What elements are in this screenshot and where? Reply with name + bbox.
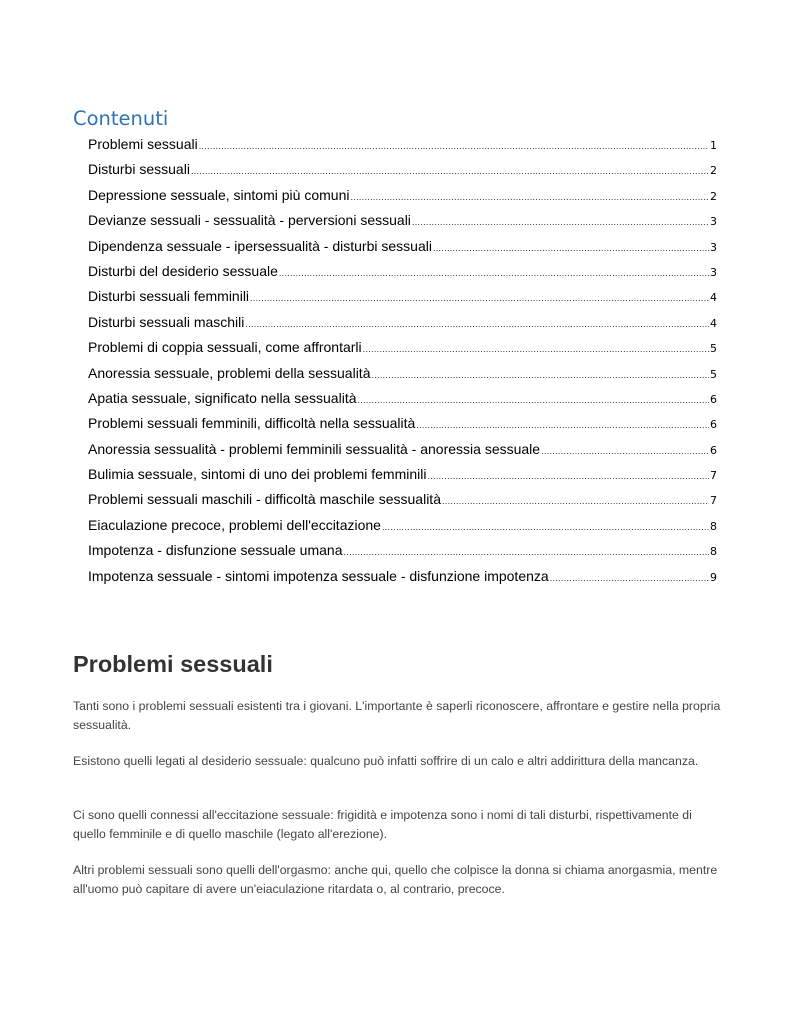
toc-dot-leader bbox=[343, 540, 709, 565]
toc-dot-leader bbox=[371, 363, 709, 388]
toc-dot-leader bbox=[245, 312, 709, 337]
toc-dot-leader bbox=[191, 159, 709, 184]
toc-page-number: 6 bbox=[710, 418, 717, 432]
toc-entry-link[interactable]: Problemi sessuali bbox=[88, 136, 198, 152]
toc-entry-link[interactable]: Anoressia sessualità - problemi femminili sessualità - anoressia sessuale bbox=[88, 440, 541, 457]
toc-entry-link[interactable]: Apatia sessuale, significato nella sessualità bbox=[88, 389, 357, 406]
toc-page-number: 7 bbox=[710, 469, 717, 483]
toc-entry-link[interactable]: Problemi di coppia sessuali, come affrontarli bbox=[88, 339, 362, 356]
toc-entry-link[interactable]: Disturbi sessuali bbox=[88, 161, 190, 178]
toc-page-number: 5 bbox=[710, 342, 717, 356]
toc-page-number: 3 bbox=[710, 265, 717, 279]
toc-dot-leader bbox=[279, 261, 709, 286]
toc-entry[interactable] bbox=[88, 284, 717, 309]
toc-page-number: 2 bbox=[710, 189, 717, 203]
toc-entry-link[interactable]: Depressione sessuale, sintomi più comuni bbox=[88, 186, 350, 203]
toc-entry[interactable] bbox=[88, 487, 717, 512]
toc-entry-link[interactable]: Eiaculazione precoce, problemi dell'eccitazione bbox=[88, 516, 381, 533]
toc-page-number: 8 bbox=[710, 519, 717, 533]
toc-entry-link[interactable]: Problemi sessuali femminili, difficoltà nella sessualità bbox=[88, 415, 416, 432]
toc-entry-link[interactable]: Problemi sessuali maschili - difficoltà maschile sessualità bbox=[88, 491, 441, 508]
toc-dot-leader bbox=[250, 286, 709, 311]
toc-page-number: 3 bbox=[710, 215, 717, 229]
toc-page-number: 8 bbox=[710, 545, 717, 559]
toc-entry-link[interactable]: Impotenza - disfunzione sessuale umana bbox=[88, 542, 343, 559]
toc-dot-leader bbox=[363, 337, 709, 362]
toc-entry-link[interactable]: Disturbi sessuali maschili bbox=[88, 313, 245, 330]
toc-title: Contenuti bbox=[73, 107, 169, 130]
toc-entry[interactable] bbox=[88, 259, 717, 284]
toc-page-number: 4 bbox=[710, 316, 717, 330]
toc-entry[interactable] bbox=[88, 564, 717, 589]
toc-page-number: 6 bbox=[710, 443, 717, 457]
toc-entry[interactable] bbox=[88, 335, 717, 360]
body-paragraph: Ci sono quelli connessi all'eccitazione sessuale: frigidità e impotenza sono i nomi di tali disturbi, rispettivamente di quello femminile e di quello maschile (legato all'erezione). bbox=[73, 808, 692, 841]
toc-page-number: 2 bbox=[710, 164, 717, 178]
toc-entry[interactable] bbox=[88, 234, 717, 259]
toc-entry[interactable] bbox=[88, 157, 717, 182]
toc-dot-leader bbox=[412, 210, 709, 235]
toc-entry[interactable] bbox=[88, 183, 717, 208]
toc-entry[interactable] bbox=[88, 411, 717, 436]
toc-entry-link[interactable]: Anoressia sessuale, problemi della sessualità bbox=[88, 364, 371, 381]
toc-dot-leader bbox=[199, 134, 709, 159]
toc-dot-leader bbox=[433, 236, 709, 261]
body-paragraph: Tanti sono i problemi sessuali esistenti tra i giovani. L'importante è saperli riconoscere, affrontare e gestire nella propria sessualità. bbox=[73, 699, 721, 732]
toc-entry[interactable] bbox=[88, 386, 717, 411]
toc-page-number: 7 bbox=[710, 494, 717, 508]
toc-entry-link[interactable]: Bulimia sessuale, sintomi di uno dei problemi femminili bbox=[88, 466, 427, 483]
toc-page-number: 3 bbox=[710, 240, 717, 254]
body-paragraph: Esistono quelli legati al desiderio sessuale: qualcuno può infatti soffrire di un calo e altri addirittura della mancanza. bbox=[73, 754, 699, 768]
toc-entry[interactable] bbox=[88, 310, 717, 335]
toc-dot-leader bbox=[550, 566, 709, 591]
toc-entry-link[interactable]: Impotenza sessuale - sintomi impotenza sessuale - disfunzione impotenza bbox=[88, 567, 549, 584]
toc-dot-leader bbox=[358, 388, 710, 413]
toc-entry[interactable] bbox=[88, 513, 717, 538]
toc-entry-link[interactable]: Disturbi del desiderio sessuale bbox=[88, 262, 278, 279]
toc-entry[interactable] bbox=[88, 538, 717, 563]
toc-entry[interactable] bbox=[88, 462, 717, 487]
toc-page-number: 1 bbox=[710, 139, 717, 152]
toc-dot-leader bbox=[541, 439, 709, 464]
section-heading: Problemi sessuali bbox=[73, 651, 273, 677]
toc-dot-leader bbox=[382, 515, 709, 540]
toc-dot-leader bbox=[427, 464, 709, 489]
toc-entry[interactable] bbox=[88, 208, 717, 233]
toc-dot-leader bbox=[350, 185, 709, 210]
toc-entry[interactable] bbox=[88, 437, 717, 462]
toc-page-number: 6 bbox=[710, 392, 717, 406]
table-of-contents bbox=[88, 132, 717, 589]
toc-entry[interactable] bbox=[88, 132, 717, 157]
toc-page-number: 5 bbox=[710, 367, 717, 381]
toc-dot-leader bbox=[416, 413, 709, 438]
toc-dot-leader bbox=[442, 489, 709, 514]
toc-entry-link[interactable]: Disturbi sessuali femminili bbox=[88, 288, 250, 305]
toc-entry[interactable] bbox=[88, 361, 717, 386]
body-paragraph: Altri problemi sessuali sono quelli dell'orgasmo: anche qui, quello che colpisce la donna si chiama anorgasmia, mentre all'uomo può capitare di avere un'eiaculazione ritardata o, al contrario, precoce. bbox=[73, 863, 718, 896]
toc-entry-link[interactable]: Dipendenza sessuale - ipersessualità - disturbi sessuali bbox=[88, 237, 432, 254]
toc-page-number: 9 bbox=[710, 570, 717, 584]
toc-page-number: 4 bbox=[710, 291, 717, 305]
toc-entry-link[interactable]: Devianze sessuali - sessualità - perversioni sessuali bbox=[88, 212, 411, 229]
